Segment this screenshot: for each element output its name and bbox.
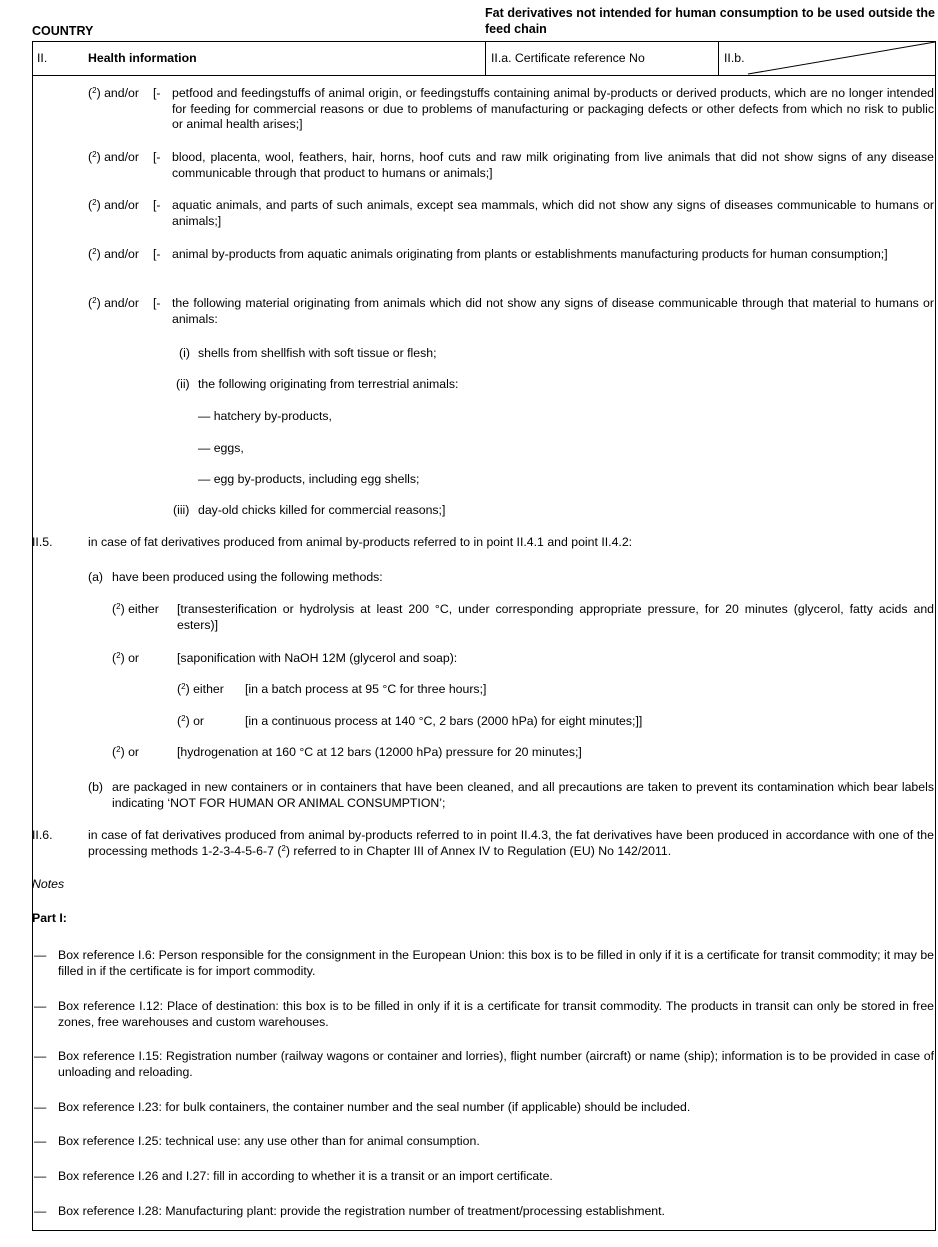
dash-bullet: — — [34, 1134, 47, 1148]
dash-item: — egg by-products, including egg shells; — [198, 472, 420, 486]
sub-item-number: (ii) — [176, 377, 190, 391]
dash-bullet: — — [34, 1100, 47, 1114]
method-prefix: ($^2$) either — [177, 682, 224, 696]
note-item: Box reference I.15: Registration number (railway wagons or container and lorries), flight number (aircraft) or name (ship); information is to be provided in case of unloading and reloading. — [58, 1049, 934, 1079]
iib-label: II.b. — [724, 51, 745, 65]
item-bracket: [- — [153, 150, 161, 164]
certificate-title: Fat derivatives not intended for human consumption to be used outside the feed chain — [485, 6, 935, 36]
note-item: Box reference I.25: technical use: any use other than for animal consumption. — [58, 1134, 480, 1148]
item-prefix: ($^2$) and/or — [88, 247, 139, 261]
note-item: Box reference I.28: Manufacturing plant: provide the registration number of treatment/processing establishment. — [58, 1204, 665, 1218]
certificate-reference-label: II.a. Certificate reference No — [491, 51, 645, 65]
diagonal-strike — [718, 41, 936, 76]
point-text: in case of fat derivatives produced from animal by-products referred to in point II.4.3, the fat derivatives have been produced in accordance with one of the processing methods 1-2-3-4-5-6-7 ($^2$) referred to in Chapter III of Annex IV to Regulation (EU) No 142/2011. — [88, 828, 934, 858]
method-prefix: ($^2$) or — [177, 714, 205, 728]
item-prefix: ($^2$) and/or — [88, 86, 139, 100]
header-divider — [485, 41, 486, 76]
method-prefix: ($^2$) or — [112, 745, 140, 759]
method-text: [in a continuous process at 140 °C, 2 bars (2000 hPa) for eight minutes;]] — [245, 714, 643, 728]
list-item: blood, placenta, wool, feathers, hair, horns, hoof cuts and raw milk originating from live animals that did not show signs of any disease communicable through that product to humans or animals;] — [172, 150, 934, 180]
list-item: aquatic animals, and parts of such animals, except sea mammals, which did not show any signs of diseases communicable to humans or animals;] — [172, 198, 934, 228]
item-bracket: [- — [153, 86, 161, 100]
note-item: Box reference I.23: for bulk containers, the container number and the seal number (if applicable) should be included. — [58, 1100, 691, 1114]
item-bracket: [- — [153, 296, 161, 310]
item-bracket: [- — [153, 247, 161, 261]
list-item: animal by-products from aquatic animals originating from plants or establishments manufacturing products for human consumption;] — [172, 247, 888, 261]
dash-item: — hatchery by-products, — [198, 409, 332, 423]
point-number: II.6. — [32, 828, 53, 842]
notes-heading: Notes — [32, 877, 65, 891]
item-prefix: ($^2$) and/or — [88, 198, 139, 212]
sub-item-number: (i) — [179, 346, 190, 360]
dash-bullet: — — [34, 1049, 47, 1063]
country-label: COUNTRY — [32, 24, 94, 38]
method-text: [hydrogenation at 160 °C at 12 bars (12000 hPa) pressure for 20 minutes;] — [177, 745, 582, 759]
dash-item: — eggs, — [198, 441, 244, 455]
sub-item-number: (iii) — [173, 503, 190, 517]
note-item: Box reference I.26 and I.27: fill in according to whether it is a transit or an import certificate. — [58, 1169, 553, 1183]
sub-item-text: day-old chicks killed for commercial reasons;] — [198, 503, 446, 517]
method-text: [saponification with NaOH 12M (glycerol and soap): — [177, 651, 458, 665]
list-item: the following material originating from animals which did not show any signs of disease communicable through that material to humans or animals: — [172, 296, 934, 326]
subpoint-letter: (a) — [88, 570, 104, 584]
method-text: [in a batch process at 95 °C for three hours;] — [245, 682, 487, 696]
item-prefix: ($^2$) and/or — [88, 150, 139, 164]
dash-bullet: — — [34, 1169, 47, 1183]
dash-bullet: — — [34, 999, 47, 1013]
subpoint-text: are packaged in new containers or in containers that have been cleaned, and all precautions are taken to prevent its contamination which bear labels indicating ‘NOT FOR HUMAN OR ANIMAL CONSUMPTION’; — [112, 780, 934, 810]
item-bracket: [- — [153, 198, 161, 212]
dash-bullet: — — [34, 948, 47, 962]
note-item: Box reference I.6: Person responsible for the consignment in the European Union: this box is to be filled in only if it is a certificate for transit commodity; it may be filled in if the certificate is for import commodity. — [58, 948, 934, 978]
method-prefix: ($^2$) or — [112, 651, 140, 665]
section-number: II. — [37, 51, 48, 65]
method-text: [transesterification or hydrolysis at least 200 °C, under corresponding appropriate pressure, for 20 minutes (glycerol, fatty acids and esters)] — [177, 602, 934, 632]
subpoint-letter: (b) — [88, 780, 104, 794]
item-prefix: ($^2$) and/or — [88, 296, 139, 310]
method-prefix: ($^2$) either — [112, 602, 159, 616]
point-number: II.5. — [32, 535, 53, 549]
note-item: Box reference I.12: Place of destination: this box is to be filled in only if it is a certificate for transit commodity. The products in transit can only be stored in free zones, free warehouses and custom warehouses. — [58, 999, 934, 1029]
subpoint-text: have been produced using the following methods: — [112, 570, 383, 584]
point-text: in case of fat derivatives produced from animal by-products referred to in point II.4.1 and point II.4.2: — [88, 535, 633, 549]
notes-part-heading: Part I: — [32, 911, 67, 925]
sub-item-text: shells from shellfish with soft tissue or flesh; — [198, 346, 437, 360]
list-item: petfood and feedingstuffs of animal origin, or feedingstuffs containing animal by-products or derived products, which are no longer intended for feeding for commercial reasons or due to problems of manufacturing or packaging defects or other defects from which no risk to public or animal health arises;] — [172, 86, 934, 132]
section-label: Health information — [88, 51, 197, 65]
dash-bullet: — — [34, 1204, 47, 1218]
sub-item-text: the following originating from terrestrial animals: — [198, 377, 459, 391]
